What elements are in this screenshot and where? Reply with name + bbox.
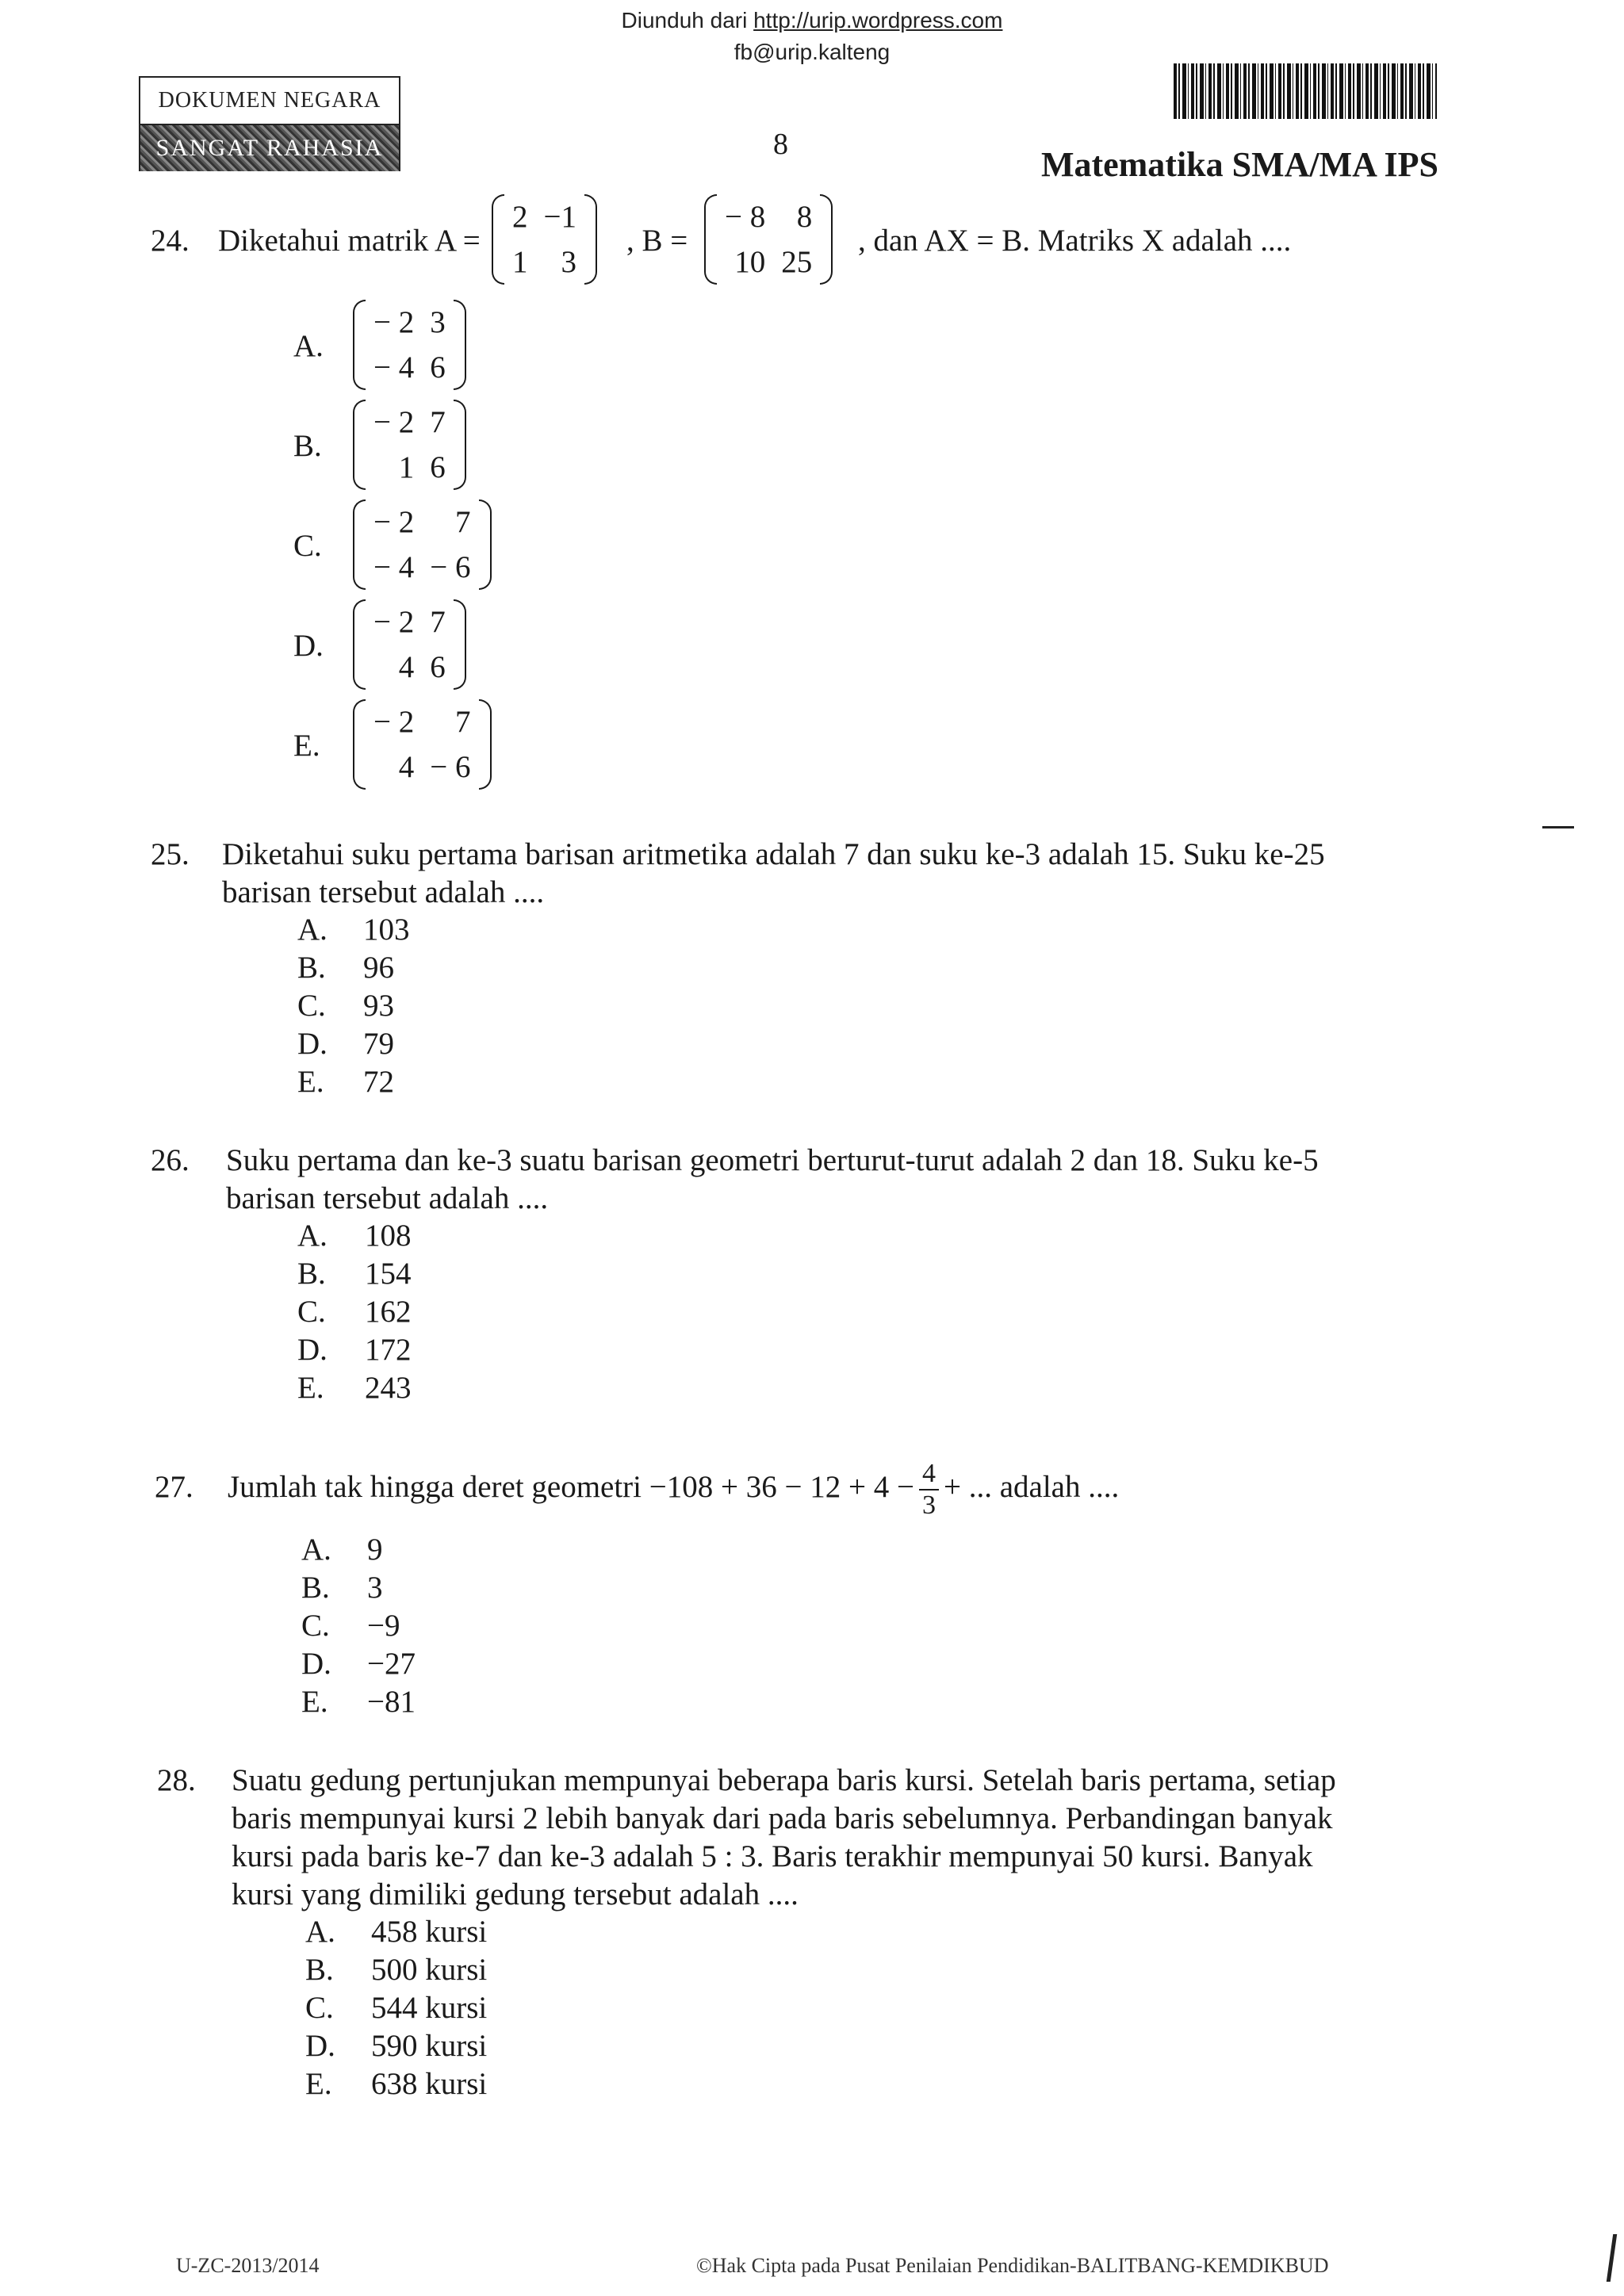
q25-option-b-text: 96 (363, 951, 394, 985)
q27-option-b-text: 3 (367, 1571, 383, 1605)
document-classification-box (139, 76, 400, 171)
q28-option-b-text: 500 kursi (371, 1953, 488, 1987)
question-28-line1: Suatu gedung pertunjukan mempunyai beberapa baris kursi. Setelah baris pertama, setiap (232, 1763, 1336, 1797)
q25-option-b-letter[interactable]: B. (297, 951, 326, 985)
question-28-number: 28. (157, 1763, 196, 1797)
barcode-icon (1174, 63, 1437, 119)
q24-option-b-matrix: − 2 7 1 6 (353, 400, 466, 490)
download-source: Diunduh dari http://urip.wordpress.com (621, 8, 1003, 33)
q25-option-a-text: 103 (363, 913, 410, 947)
page-number: 8 (773, 128, 788, 161)
q27-option-e-text: −81 (367, 1685, 416, 1719)
q26-option-b-letter[interactable]: B. (297, 1257, 326, 1291)
q27-option-d-text: −27 (367, 1647, 416, 1681)
q28-option-e-letter[interactable]: E. (305, 2067, 332, 2101)
q25-option-c-text: 93 (363, 989, 394, 1023)
q25-option-e-text: 72 (363, 1065, 394, 1099)
q24-option-a-letter[interactable]: A. (293, 329, 324, 363)
footer-copyright: ©Hak Cipta pada Pusat Penilaian Pendidikan-BALITBANG-KEMDIKBUD (696, 2254, 1329, 2277)
q24-option-a-matrix: − 2 3 − 4 6 (353, 300, 466, 390)
question-27-text-b: + ... adalah .... (943, 1470, 1120, 1504)
question-28-line4: kursi yang dimiliki gedung tersebut adalah .... (232, 1877, 799, 1911)
download-url-link[interactable]: http://urip.wordpress.com (753, 8, 1003, 33)
q26-option-d-text: 172 (365, 1333, 412, 1367)
q28-option-b-letter[interactable]: B. (305, 1953, 334, 1987)
question-25-line2: barisan tersebut adalah .... (222, 875, 545, 909)
question-28-line3: kursi pada baris ke-7 dan ke-3 adalah 5 : 3. Baris terakhir mempunyai 50 kursi. Banyak (232, 1839, 1313, 1873)
question-26-line1: Suku pertama dan ke-3 suatu barisan geometri berturut-turut adalah 2 dan 18. Suku ke-5 (226, 1143, 1319, 1177)
q27-option-e-letter[interactable]: E. (301, 1685, 328, 1719)
q27-option-b-letter[interactable]: B. (301, 1571, 330, 1605)
subject-title: Matematika SMA/MA IPS (1040, 145, 1438, 184)
q26-option-a-text: 108 (365, 1219, 412, 1253)
question-25-number: 25. (151, 837, 190, 871)
q25-option-d-text: 79 (363, 1027, 394, 1061)
margin-mark (1542, 826, 1574, 828)
question-24-number: 24. (151, 224, 190, 258)
q26-option-a-letter[interactable]: A. (297, 1219, 327, 1253)
q25-option-d-letter[interactable]: D. (297, 1027, 327, 1061)
question-27-number: 27. (155, 1470, 193, 1504)
q28-option-c-text: 544 kursi (371, 1991, 488, 2025)
q25-option-c-letter[interactable]: C. (297, 989, 326, 1023)
q25-option-a-letter[interactable]: A. (297, 913, 327, 947)
q27-option-a-letter[interactable]: A. (301, 1533, 331, 1567)
q27-option-c-text: −9 (367, 1609, 400, 1643)
question-25-line1: Diketahui suku pertama barisan aritmetika adalah 7 dan suku ke-3 adalah 15. Suku ke-25 (222, 837, 1325, 871)
q28-option-a-letter[interactable]: A. (305, 1915, 335, 1949)
question-28-line2: baris mempunyai kursi 2 lebih banyak dari pada baris sebelumnya. Perbandingan banyak (232, 1801, 1333, 1835)
facebook-handle: fb@urip.kalteng (733, 40, 891, 64)
q26-option-c-text: 162 (365, 1295, 412, 1329)
q24-option-b-letter[interactable]: B. (293, 429, 322, 463)
q24-option-e-letter[interactable]: E. (293, 729, 320, 763)
q28-option-d-text: 590 kursi (371, 2029, 488, 2063)
q24-option-c-letter[interactable]: C. (293, 529, 322, 563)
footer-code: U-ZC-2013/2014 (176, 2254, 320, 2277)
q25-option-e-letter[interactable]: E. (297, 1065, 324, 1099)
matrix-a: 2 −1 1 3 (492, 194, 597, 285)
question-24-text-b: , B = (626, 224, 688, 258)
q26-option-b-text: 154 (365, 1257, 412, 1291)
q26-option-e-text: 243 (365, 1371, 412, 1405)
question-26-number: 26. (151, 1143, 190, 1177)
fraction-four-thirds: $\frac{4}{3}$ (919, 1459, 939, 1521)
q24-option-d-matrix: − 2 7 4 6 (353, 599, 466, 690)
q27-option-d-letter[interactable]: D. (301, 1647, 331, 1681)
q24-option-d-letter[interactable]: D. (293, 629, 324, 663)
q28-option-a-text: 458 kursi (371, 1915, 488, 1949)
q24-option-c-matrix: − 2 7 − 4 − 6 (353, 499, 492, 590)
question-24-text-c: , dan AX = B. Matriks X adalah .... (858, 224, 1292, 258)
q27-option-c-letter[interactable]: C. (301, 1609, 330, 1643)
question-27-text-a: Jumlah tak hingga deret geometri −108 + 36 − 12 + 4 − (228, 1470, 914, 1504)
q24-option-e-matrix: − 2 7 4 − 6 (353, 699, 492, 790)
sangat-rahasia-label: SANGAT RAHASIA (140, 125, 399, 171)
margin-stroke (1607, 2234, 1617, 2282)
matrix-b: − 8 8 10 25 (704, 194, 833, 285)
q28-option-d-letter[interactable]: D. (305, 2029, 335, 2063)
q28-option-c-letter[interactable]: C. (305, 1991, 334, 2025)
q26-option-c-letter[interactable]: C. (297, 1295, 326, 1329)
question-26-line2: barisan tersebut adalah .... (226, 1181, 549, 1215)
q26-option-d-letter[interactable]: D. (297, 1333, 327, 1367)
question-27-text (228, 1449, 1119, 1525)
q27-option-a-text: 9 (367, 1533, 383, 1567)
question-24-text-a: Diketahui matrik A = (218, 224, 481, 258)
q26-option-e-letter[interactable]: E. (297, 1371, 324, 1405)
dokumen-negara-label: DOKUMEN NEGARA (140, 78, 399, 125)
q28-option-e-text: 638 kursi (371, 2067, 488, 2101)
